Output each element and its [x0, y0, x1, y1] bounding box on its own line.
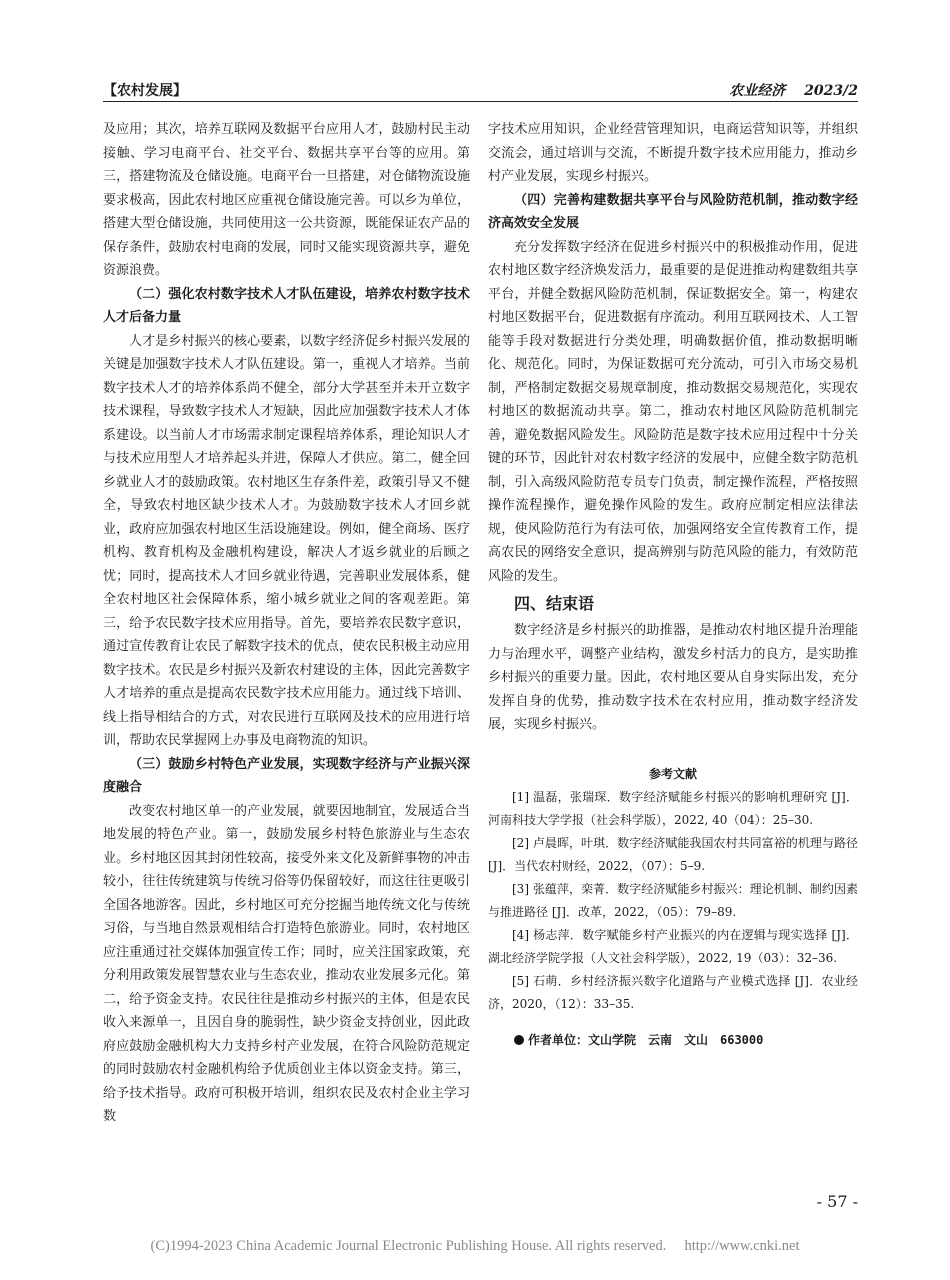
- section-tag: 【农村发展】: [103, 83, 187, 99]
- journal-info: [715, 80, 858, 100]
- subsection-heading-4: （四）完善构建数据共享平台与风险防范机制，推动数字经济高效安全发展: [488, 192, 858, 231]
- reference-item: [4] 杨志萍．数字赋能乡村产业振兴的内在逻辑与现实选择 [J]．湖北经济学院学报（人文社会科学版），2022, 19（03）：32–36.: [488, 927, 858, 965]
- references: [488, 763, 858, 1016]
- author-affiliation: [488, 1030, 858, 1050]
- paragraph: 充分发挥数字经济在促进乡村振兴中的积极推动作用，促进农村地区数字经济焕发活力，最重要的是促进推动构建数组共享平台，并健全数据风险防范机制，保证数据安全。第一，构建农村地区数据平台，促进数据有序流动。利用互联网技术、人工智能等手段对数据进行分类处理，明确数据价值，推动数据明晰化、规范化。同时，为保证数据可充分流动，可引入市场交易机制，严格制定数据交易规章制度，推动数据交易规范化，实现农村地区的数据流动共享。第二，推动农村地区风险防范机制完善，避免数据风险发生。风险防范是数字技术应用过程中十分关键的环节，因此针对农村数字经济的发展中，应健全数字防范机制，引入高级风险防范专员专门负责，制定操作流程，严格按照操作流程操作，避免操作风险的发生。政府应制定相应法律法规，使风险防范行为有法可依，加强网络安全宣传教育工作，提高农民的网络安全意识，提高辨别与防范风险的能力，有效防范风险的发生。: [488, 239, 858, 584]
- page-number: - 57 -: [816, 1192, 858, 1211]
- reference-item: [5] 石萌．乡村经济振兴数字化道路与产业模式选择 [J]．农业经济，2020，（12）：33–35.: [488, 973, 858, 1011]
- paragraph: 及应用；其次，培养互联网及数据平台应用人才，鼓励村民主动接触、学习电商平台、社交平台、数据共享平台等的应用。第三，搭建物流及仓储设施。电商平台一旦搭建，对仓储物流设施要求极高，因此农村地区应重视仓储设施完善。可以乡为单位，搭建大型仓储设施，共同使用这一公共资源，既能保证农产品的保存条件，鼓励农村电商的发展，同时又能实现资源共享，避免资源浪费。: [103, 122, 470, 278]
- reference-item: [3] 张蕴萍，栾菁．数字经济赋能乡村振兴：理论机制、制约因素与推进路径 [J]．改革，2022，（05）：79–89.: [488, 881, 858, 919]
- section-heading: 四、结束语: [514, 594, 595, 613]
- paragraph: 人才是乡村振兴的核心要素，以数字经济促乡村振兴发展的关键是加强数字技术人才队伍建设。第一，重视人才培养。当前数字技术人才的培养体系尚不健全，部分大学甚至并未开立数字技术课程，导致数字技术人才短缺，因此应加强数字技术人才体系建设。以当前人才市场需求制定课程培养体系，理论知识人才与技术应用型人才培养起头并进，保障人才供应。第二，健全回乡就业人才的鼓励政策。农村地区生存条件差，政策引导又不健全，导致农村地区缺少技术人才。为鼓励数字技术人才回乡就业，政府应加强农村地区生活设施建设。例如，健全商场、医疗机构、教育机构及金融机构建设，解决人才返乡就业的后顾之忧；同时，提高技术人才回乡就业待遇，完善职业发展体系，健全农村地区社会保障体系，缩小城乡就业之间的客观差距。第三，给予农民数字技术应用指导。首先，要培养农民数字意识，通过宣传教育让农民了解数字技术的优点，使农民积极主动应用数字技术。农民是乡村振兴及新农村建设的主体，因此完善数字人才培养的重点是提高农民数字技术应用能力。通过线下培训、线上指导相结合的方式，对农民进行互联网及技术的应用进行培训，帮助农民掌握网上办事及电商物流的知识。: [103, 333, 470, 748]
- author-text: 作者单位：文山学院 云南 文山 663000: [528, 1032, 764, 1047]
- copyright-footer: (C)1994-2023 China Academic Journal Electronic Publishing House. All rights reserved. http://www.cnki.net: [150, 1238, 800, 1254]
- references-title: 参考文献: [648, 766, 697, 781]
- left-column: [103, 118, 470, 1129]
- paragraph: 数字经济是乡村振兴的助推器，是推动农村地区提升治理能力与治理水平，调整产业结构，激发乡村活力的良方，是实助推乡村振兴的重要力量。因此，农村地区要从自身实际出发，充分发挥自身的优势，推动数字技术在农村应用，推动数字经济发展，实现乡村振兴。: [488, 623, 858, 732]
- subsection-heading-2: （二）强化农村数字技术人才队伍建设，培养农村数字技术人才后备力量: [103, 286, 470, 325]
- issue-number: 2023/2: [804, 83, 858, 99]
- reference-item: [2] 卢晨晖，叶琪．数字经济赋能我国农村共同富裕的机理与路径 [J]．当代农村财经，2022，（07）：5–9.: [488, 835, 858, 873]
- journal-name: 农业经济: [729, 83, 786, 99]
- running-header: [103, 79, 858, 102]
- right-column: [488, 118, 858, 1050]
- subsection-heading-3: （三）鼓励乡村特色产业发展，实现数字经济与产业振兴深度融合: [103, 756, 470, 795]
- paragraph: 字技术应用知识，企业经营管理知识，电商运营知识等，并组织交流会，通过培训与交流，不断提升数字技术应用能力，推动乡村产业发展，实现乡村振兴。: [488, 122, 858, 184]
- paragraph: 改变农村地区单一的产业发展，就要因地制宜，发展适合当地发展的特色产业。第一，鼓励发展乡村特色旅游业与生态农业。乡村地区因其封闭性较高，接受外来文化及新鲜事物的冲击较小，往往传统建筑与传统习俗等仍保留较好，而这往往更吸引全国各地游客。因此，乡村地区可充分挖掘当地传统文化与传统习俗，与当地自然景观相结合打造特色旅游业。同时，农村地区应注重通过社交媒体加强宣传工作；同时，应关注国家政策，充分利用政策发展智慧农业与生态农业，推动农业发展多元化。第二，给予资金支持。农民往往是推动乡村振兴的主体，但是农民收入来源单一，且因自身的脆弱性，缺少资金支持创业，因此政府应鼓励金融机构大力支持乡村产业发展，在符合风险防范规定的同时鼓励农村金融机构给予优质创业主体以资金支持。第三，给予技术指导。政府可积极开培训，组织农民及农村企业主学习数: [103, 803, 470, 1124]
- bullet-icon: [514, 1035, 524, 1045]
- reference-item: [1] 温磊，张瑞琛．数字经济赋能乡村振兴的影响机理研究 [J]．河南科技大学学报（社会科学版），2022, 40（04）：25–30.: [488, 789, 858, 827]
